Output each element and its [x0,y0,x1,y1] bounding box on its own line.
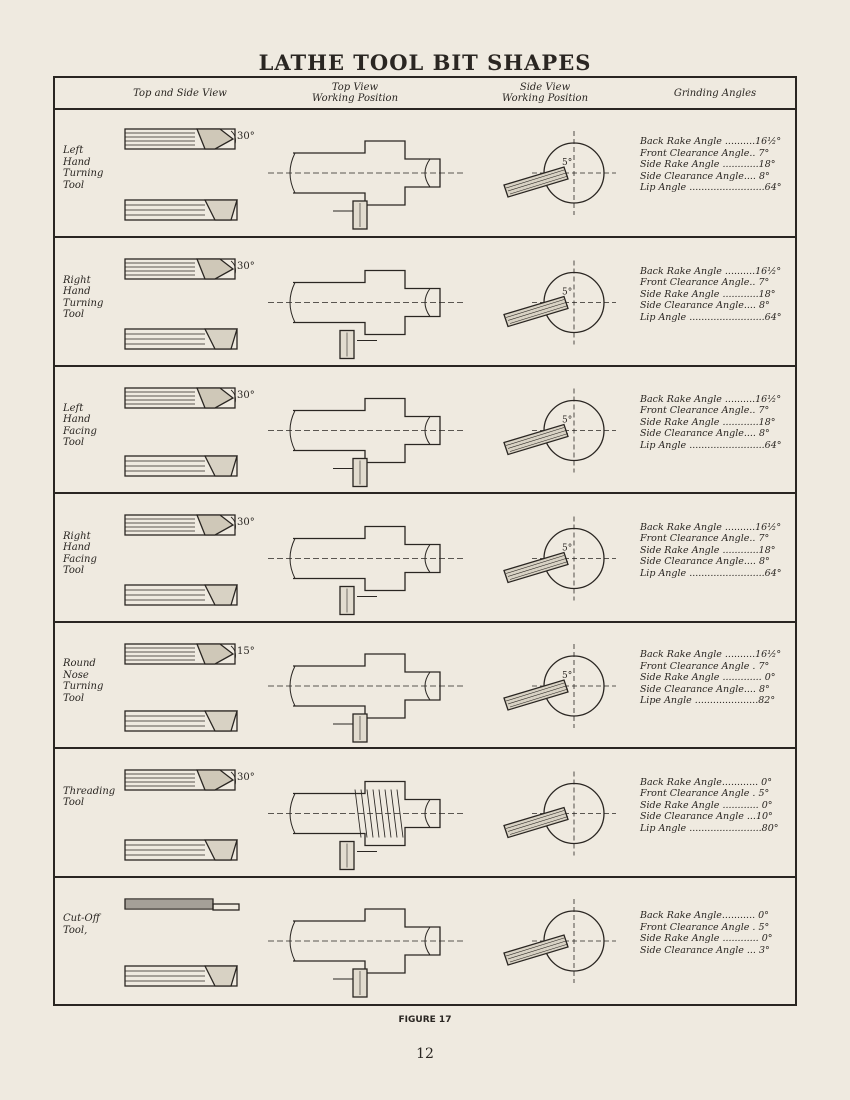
tool-bit-top-view [125,129,236,149]
tool-bit-top-view [125,388,236,408]
side-angle-label: 5° [562,543,573,554]
tool-bit-drawing [125,259,616,359]
cutting-bit [333,459,367,487]
workpiece-top-view [268,271,465,335]
tool-bit-side-view [125,966,237,986]
tool-bit-drawing [125,515,616,615]
tool-bit-top-view [125,515,236,535]
header-side-view-line2: Working Position [501,93,589,104]
cutting-bit [333,969,367,997]
tool-bit-drawing [125,770,616,870]
grinding-angles-list [640,394,782,452]
grinding-angle-item: Front Clearance Angle.. 7° [640,277,770,289]
grinding-angle-item: Lip Angle .........................64° [640,182,782,194]
tool-bit-top-view [125,644,236,664]
grinding-angle-item: Back Rake Angle........... 0° [640,910,769,921]
side-angle-label: 5° [562,158,573,168]
tool-name: Right Hand Turning Tool [63,274,104,320]
grinding-angle-item: Front Clearance Angle.. 7° [640,405,770,417]
grinding-angle-item: Side Rake Angle ............. 0° [640,672,776,684]
tool-name: Cut-Off Tool, [63,913,100,936]
side-view-working-position [504,131,616,215]
grinding-angle-item: Front Clearance Angle.. 7° [640,147,770,159]
grinding-angle-item: Side Clearance Angle.... 8° [640,683,770,695]
tool-row [55,878,795,1004]
tool-row [55,623,795,749]
workpiece-top-view [268,399,465,463]
tip-angle-label: 30° [237,131,255,142]
grinding-angles-list [640,649,781,707]
grinding-angle-item: Front Clearance Angle . 5° [640,921,770,933]
figure-caption: FIGURE 17 [398,1015,452,1025]
tool-bit-side-view [125,711,237,731]
grinding-angle-item: Back Rake Angle ..........16½° [640,521,782,533]
cutting-bit [333,714,367,742]
side-view-working-position [504,261,616,345]
grinding-angle-item: Side Rake Angle ............ 0° [640,933,773,944]
tool-bit-top-view [125,899,239,910]
tool-name: Round Nose Turning Tool [63,658,104,704]
header-top-view [270,78,440,108]
side-view-working-position [504,772,616,856]
grinding-angles-list [640,266,782,324]
tool-bit-drawing [125,388,616,487]
grinding-angle-item: Back Rake Angle ..........16½° [640,265,782,277]
tip-angle-label: 30° [237,390,255,401]
grinding-angle-item: Lip Angle .........................64° [640,439,782,451]
page-number: 12 [416,1046,434,1062]
tool-bit-side-view [125,200,237,220]
grinding-angles-list [640,522,782,580]
grinding-angle-item: Side Clearance Angle.... 8° [640,300,770,312]
workpiece-top-view [268,527,465,591]
workpiece-top-view [268,909,465,973]
grinding-angle-item: Side Clearance Angle.... 8° [640,170,770,182]
grinding-angle-item: Front Clearance Angle . 5° [640,788,770,800]
grinding-angle-item: Back Rake Angle ..........16½° [640,136,782,148]
tip-angle-label: 15° [237,646,255,657]
grinding-angles-list [640,136,782,194]
grinding-angles-list [640,777,779,835]
tool-bit-side-view [125,840,237,860]
tool-bit-drawing [125,129,616,229]
grinding-angle-item: Side Clearance Angle.... 8° [640,428,770,440]
tool-bit-top-view [125,770,236,790]
tool-bit-side-view [125,456,237,476]
grinding-angle-item: Lipe Angle .....................82° [640,695,776,707]
grinding-angle-item: Side Clearance Angle ... 3° [640,944,770,956]
grinding-angle-item: Side Rake Angle ............ 0° [640,799,773,811]
grinding-angle-item: Side Rake Angle ............18° [640,288,776,300]
side-view-working-position [504,517,616,601]
grinding-angle-item: Side Rake Angle ............18° [640,159,776,171]
tool-row [55,108,795,238]
grinding-angle-item: Front Clearance Angle . 7° [640,660,770,672]
page-title: LATHE TOOL BIT SHAPES [258,50,592,75]
tool-row [55,367,795,494]
header-top-view-line2: Working Position [311,93,399,104]
tip-angle-label: 30° [237,772,255,783]
grinding-angle-item: Lip Angle ........................80° [640,822,779,834]
grinding-angle-item: Side Clearance Angle ...10° [640,811,773,823]
header-top-side-view [95,78,265,108]
tool-chart-table [53,76,797,1006]
grinding-angle-item: Lip Angle .........................64° [640,311,782,323]
grinding-angle-item: Back Rake Angle............ 0° [640,776,772,788]
grinding-angle-item: Back Rake Angle ..........16½° [640,649,782,661]
grinding-angle-item: Side Rake Angle ............18° [640,416,776,428]
side-view-working-position [504,644,616,728]
header-side-view [460,78,630,108]
tool-row [55,494,795,623]
tip-angle-label: 30° [237,517,255,528]
tip-angle-label: 30° [237,261,255,272]
tool-name: Left Hand Turning Tool [63,145,104,191]
tool-bit-top-view [125,259,236,279]
tool-name: Right Hand Facing Tool [63,530,97,576]
header-side-view-line1: Side View [519,82,571,93]
side-angle-label: 5° [562,671,573,681]
tool-bit-drawing [125,644,616,742]
grinding-angle-item: Side Clearance Angle.... 8° [640,556,770,568]
tool-name: Left Hand Facing Tool [63,402,97,448]
workpiece-top-view [268,782,465,846]
grinding-angle-item: Front Clearance Angle.. 7° [640,533,770,545]
workpiece-top-view [268,654,465,718]
tool-bit-side-view [125,585,237,605]
tool-bit-side-view [125,329,237,349]
side-view-working-position [504,389,616,473]
workpiece-top-view [268,141,465,205]
header-grinding-angles [635,78,795,108]
tool-name: Threading Tool [63,785,116,808]
grinding-angle-item: Back Rake Angle ..........16½° [640,393,782,405]
header-top-view-line1: Top View [331,82,379,93]
grinding-angle-item: Side Rake Angle ............18° [640,544,776,556]
tool-row [55,238,795,367]
table-header [55,78,795,110]
tool-bit-drawing [125,899,616,997]
header-top-side-label: Top and Side View [133,87,227,99]
grinding-angle-item: Lip Angle .........................64° [640,567,782,579]
header-grinding-label: Grinding Angles [673,87,757,99]
grinding-angles-list [640,910,773,956]
side-angle-label: 5° [562,415,573,426]
side-view-working-position [504,899,616,983]
tool-row [55,749,795,878]
side-angle-label: 5° [562,287,573,298]
cutting-bit [333,201,367,229]
